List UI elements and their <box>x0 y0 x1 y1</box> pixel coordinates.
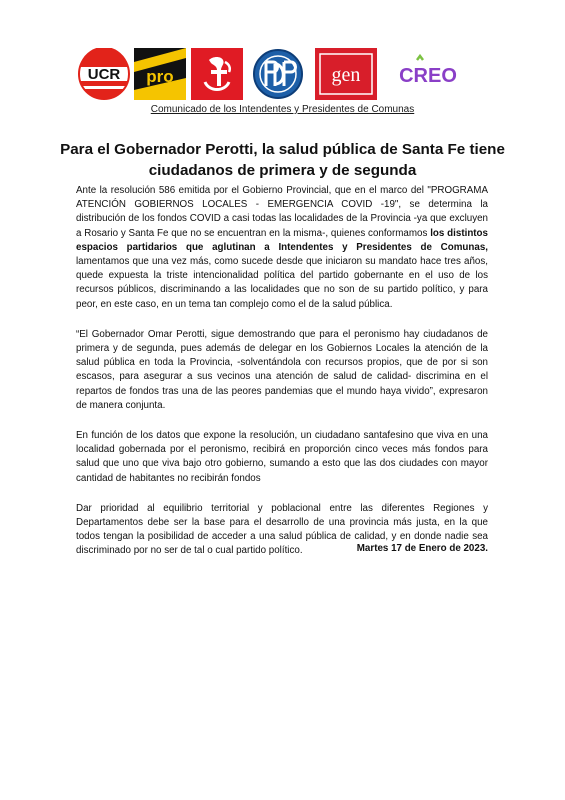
paragraph-1-intro: Ante la resolución 586 emitida por el Gobierno Provincial, que en el marco del "PROGRAMA ATENCIÓN GOBIERNOS LOCALES - EMERGENCIA COVID -19", se determina la distribución de los fondos COVID a casi todas las localidades de la Provincia -ya que excluyen a Rosario y Santa Fe que no se encuentran en la misma-, quienes conformamos <box>76 185 488 239</box>
pro-logo-text: pro <box>146 67 174 86</box>
paragraph-3: En función de los datos que expone la resolución, un ciudadano santafesino que viva en una localidad gobernada por el peronismo, recibirá en proporción cinco veces más fondos para salud que uno que viva bajo otro gobierno, sumando a esto que las dos ciudades con mayor cantidad de habitantes no recibirán fondos <box>76 430 488 484</box>
page-title: Para el Gobernador Perotti, la salud pública de Santa Fe tiene ciudadanos de primera y de segunda <box>60 141 505 179</box>
paragraph-4: Dar prioridad al equilibrio territorial y poblacional entre las diferentes Regiones y Departamentos debe ser la base para el desarrollo de una provincia más justa, en la que todos tengan la posibilidad de acceder a una salud pública de calidad, y en donde nadie sea discriminado por no ser de tal o cual partido político. <box>76 502 488 557</box>
creo-logo <box>387 48 469 100</box>
party-logos <box>77 48 477 100</box>
paragraph-2: “El Gobernador Omar Perotti, sigue demostrando que para el peronismo hay ciudadanos de primera y de segunda, pues además de delegar en los Gobiernos Locales la atención de la salud pública en toda la Provincia, -solventándola con recursos propios, que de por si son escasos, para asegurar a sus vecinos una atención de salud de calidad- discrimina en el repartos de fondos tras una de las peores pandemias que el mundo haya vivido”, expresaron de manera conjunta. <box>76 328 488 411</box>
document-date: Martes 17 de Enero de 2023. <box>356 543 488 554</box>
pro-logo <box>134 48 186 100</box>
paragraph-1-bold: los distintos espacios partidarios que aglutinan a Intendentes y Presidentes de Comunas, <box>76 227 488 253</box>
ucr-logo <box>77 48 131 100</box>
gen-logo-text: gen <box>331 64 361 86</box>
communique-caption <box>0 104 565 115</box>
communique-caption-text: Comunicado de los Intendentes y Presidentes de Comunas <box>150 104 415 115</box>
document-body <box>76 184 488 575</box>
pdp-logo <box>251 48 305 100</box>
socialist-party-logo <box>191 48 243 100</box>
paragraph-1-rest: lamentamos que una vez más, como sucede desde que iniciaron su mandato hace tres años, quede expuesta la triste intencionalidad política del partido gobernante en el uso de los recursos públicos, discriminando a las localidades que no son de su partido político, y para peor, en este caso, en un tema tan complejo como el de la salud pública. <box>76 256 488 310</box>
paragraph-1 <box>76 184 488 312</box>
ucr-logo-text: UCR <box>87 66 121 83</box>
gen-logo <box>315 48 377 100</box>
creo-logo-text: CREO <box>399 65 457 87</box>
